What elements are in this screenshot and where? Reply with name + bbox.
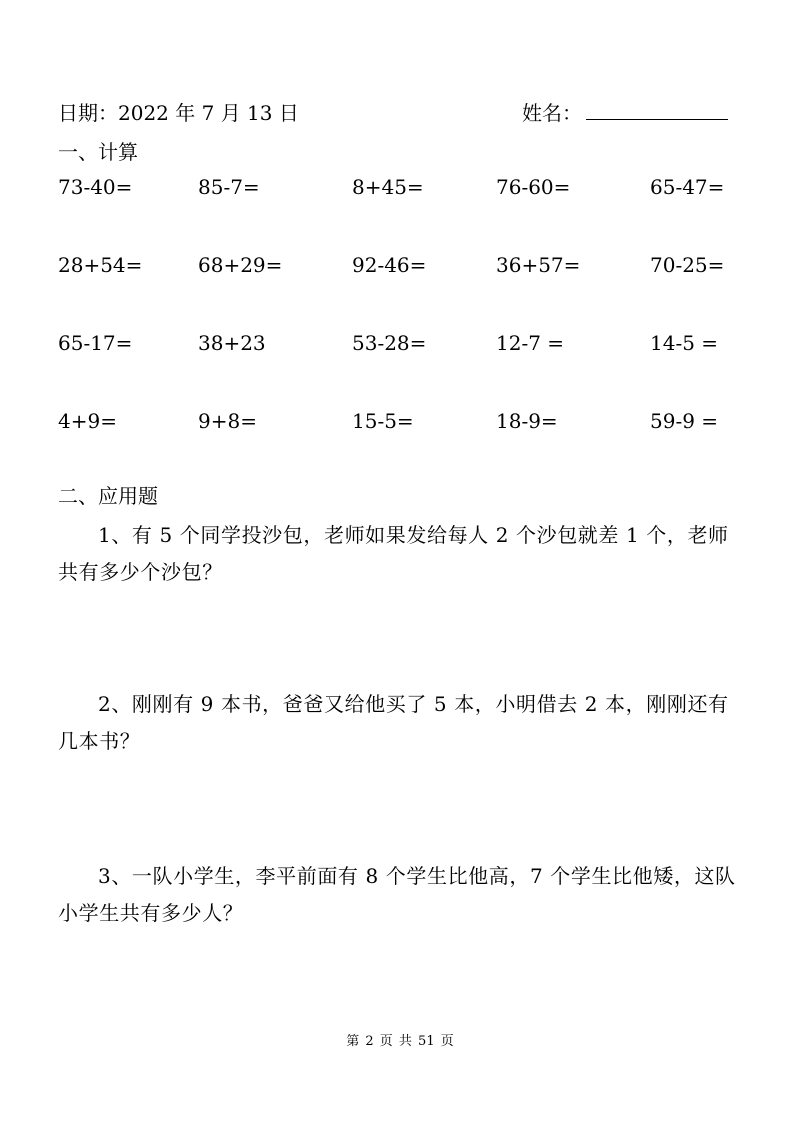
calc-problem: 8+45= bbox=[352, 175, 424, 199]
calc-problem: 70-25= bbox=[650, 253, 725, 277]
calc-problem: 59-9 = bbox=[650, 409, 719, 433]
page-footer: 第 2 页 共 51 页 bbox=[346, 1034, 454, 1049]
calc-row bbox=[58, 172, 738, 250]
calc-problem: 53-28= bbox=[352, 331, 427, 355]
date-field: 日期：2022 年 7 月 13 日 bbox=[58, 101, 299, 125]
calc-problem: 12-7 = bbox=[496, 331, 565, 355]
calc-problem: 65-17= bbox=[58, 331, 133, 355]
calc-problem: 73-40= bbox=[58, 175, 133, 199]
word-problem-2: 2、刚刚有 9 本书，爸爸又给他买了 5 本，小明借去 2 本，刚刚还有几本书？ bbox=[58, 692, 729, 753]
calc-problem: 76-60= bbox=[496, 175, 571, 199]
calc-problem: 4+9= bbox=[58, 409, 117, 433]
calc-problem: 9+8= bbox=[198, 409, 257, 433]
calc-problem: 68+29= bbox=[198, 253, 283, 277]
section-calculation-title: 一、计算 bbox=[58, 140, 138, 164]
name-field bbox=[522, 96, 728, 130]
header-row bbox=[58, 96, 738, 130]
name-blank-line[interactable] bbox=[586, 97, 728, 120]
calc-problem: 14-5 = bbox=[650, 331, 719, 355]
word-problem-3: 3、一队小学生，李平前面有 8 个学生比他高，7 个学生比他矮，这队小学生共有多少人？ bbox=[58, 864, 736, 925]
calc-problem: 38+23 bbox=[198, 331, 266, 355]
calc-problem: 36+57= bbox=[496, 253, 581, 277]
calc-problem: 15-5= bbox=[352, 409, 414, 433]
calc-row bbox=[58, 328, 738, 406]
calc-problem: 92-46= bbox=[352, 253, 427, 277]
calculation-grid bbox=[58, 172, 738, 484]
calc-problem: 18-9= bbox=[496, 409, 558, 433]
calc-row bbox=[58, 406, 738, 484]
calc-problem: 85-7= bbox=[198, 175, 260, 199]
word-problem-1: 1、有 5 个同学投沙包，老师如果发给每人 2 个沙包就差 1 个，老师共有多少个沙包？ bbox=[58, 523, 729, 584]
calc-problem: 28+54= bbox=[58, 253, 143, 277]
section-word-problems-title: 二、应用题 bbox=[58, 484, 158, 508]
calc-row bbox=[58, 250, 738, 328]
calc-problem: 65-47= bbox=[650, 175, 725, 199]
name-label: 姓名： bbox=[522, 101, 582, 125]
